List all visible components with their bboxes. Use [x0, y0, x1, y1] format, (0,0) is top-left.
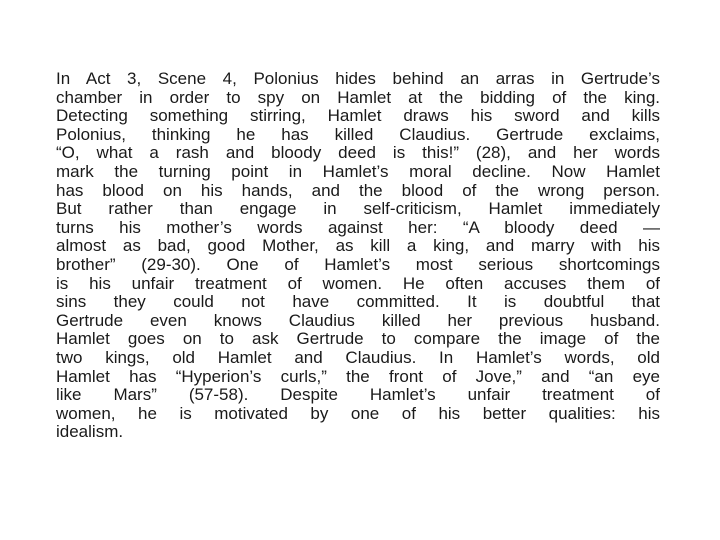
- paragraph-line: idealism.: [56, 422, 124, 442]
- paragraph-line: Detecting something stirring, Hamlet draws his sword and kills: [56, 106, 660, 126]
- paragraph-line: brother” (29-30). One of Hamlet’s most serious shortcomings: [56, 254, 660, 274]
- paragraph-line: sins they could not have committed. It is doubtful that: [56, 292, 660, 312]
- paragraph-line: almost as bad, good Mother, as kill a king, and marry with his: [56, 236, 660, 256]
- paragraph-line: two kings, old Hamlet and Claudius. In Hamlet’s words, old: [56, 347, 660, 367]
- paragraph-line: Hamlet has “Hyperion’s curls,” the front of Jove,” and “an eye: [56, 366, 660, 386]
- body-paragraph: [56, 70, 660, 442]
- paragraph-line: In Act 3, Scene 4, Polonius hides behind an arras in Gertrude’s: [56, 69, 660, 88]
- paragraph-line: has blood on his hands, and the blood of the wrong person.: [56, 180, 660, 200]
- paragraph-line: Hamlet goes on to ask Gertrude to compare the image of the: [56, 329, 660, 349]
- paragraph-line: But rather than engage in self-criticism, Hamlet immediately: [56, 199, 660, 219]
- paragraph-line: women, he is motivated by one of his better qualities: his: [56, 403, 660, 423]
- paragraph-line: mark the turning point in Hamlet’s moral decline. Now Hamlet: [56, 161, 660, 181]
- paragraph-line: is his unfair treatment of women. He often accuses them of: [56, 273, 660, 293]
- paragraph-line: chamber in order to spy on Hamlet at the bidding of the king.: [56, 87, 660, 107]
- paragraph-line: like Mars” (57-58). Despite Hamlet’s unfair treatment of: [56, 385, 660, 405]
- paragraph-line: Polonius, thinking he has killed Claudius. Gertrude exclaims,: [56, 124, 660, 144]
- paragraph-line: Gertrude even knows Claudius killed her previous husband.: [56, 310, 660, 330]
- paragraph-line: turns his mother’s words against her: “A bloody deed —: [56, 217, 660, 237]
- paragraph-line: “O, what a rash and bloody deed is this!” (28), and her words: [56, 143, 660, 163]
